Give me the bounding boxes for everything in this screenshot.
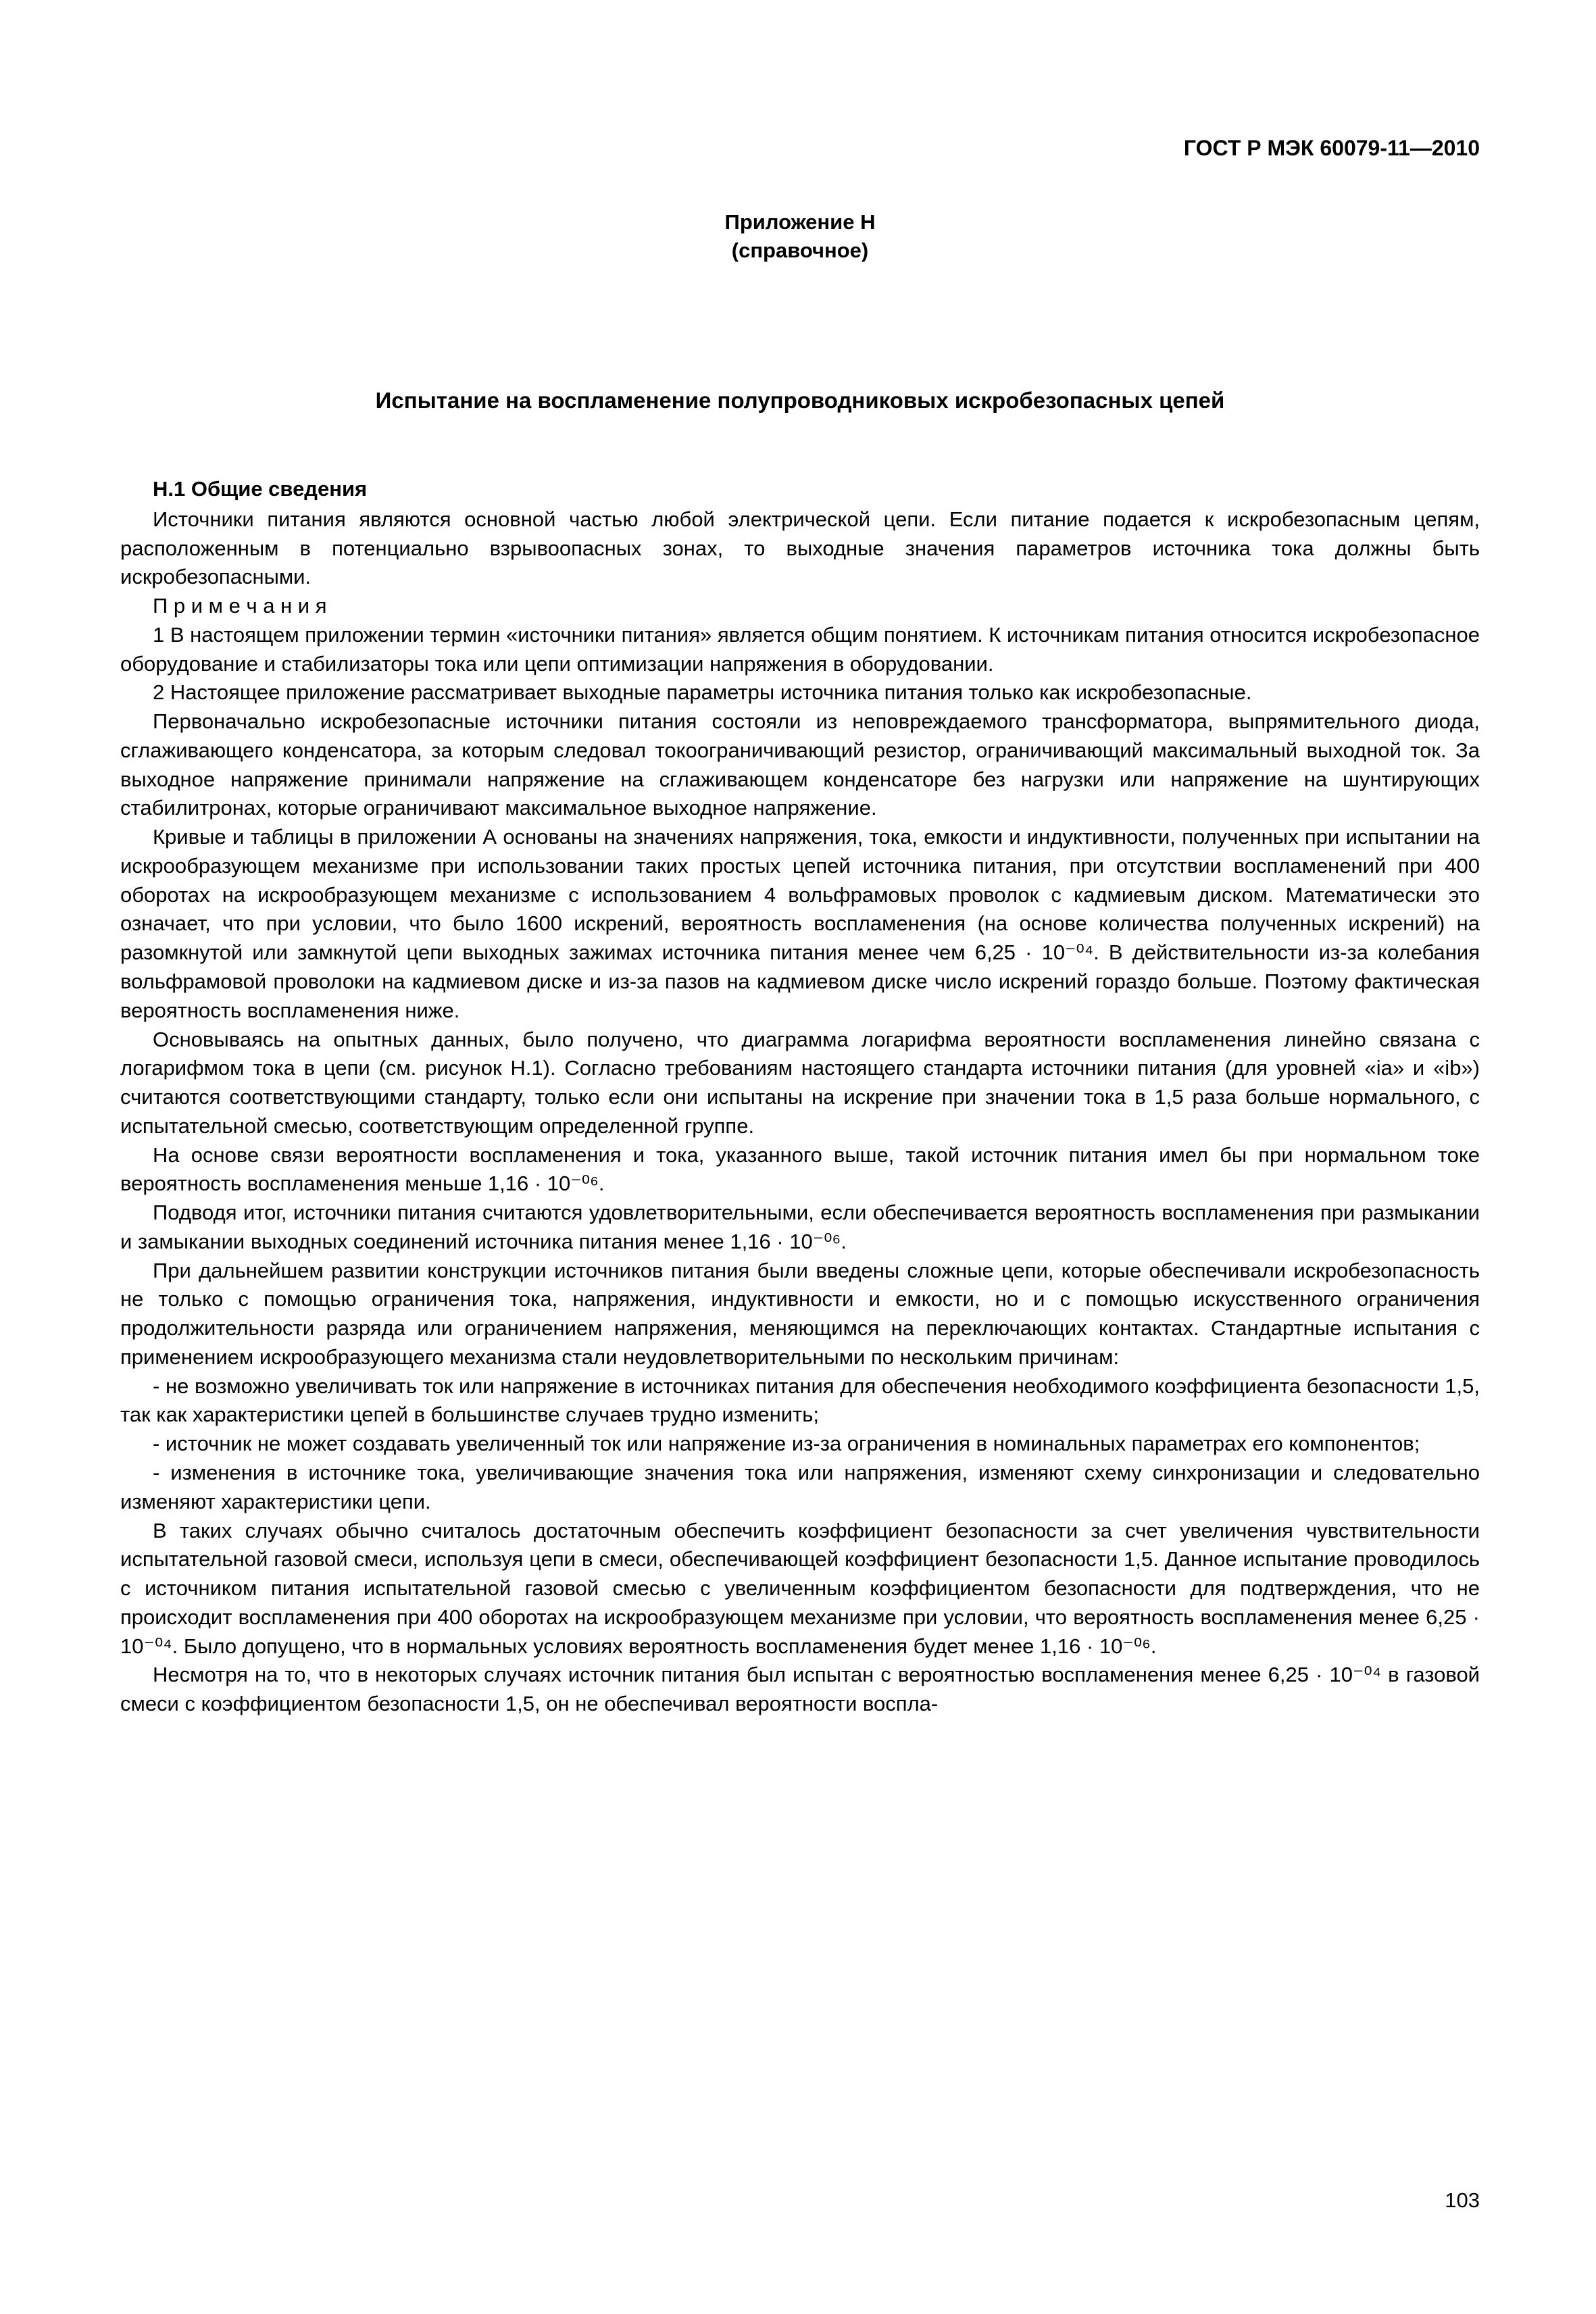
paragraph: Подводя итог, источники питания считаются удовлетворительными, если обеспечивается вероятность воспламенения при размыкании и замыкании выходных соединений источника питания менее 1,16 · 10⁻⁰⁶. [120, 1201, 1480, 1253]
paragraph: 2 Настоящее приложение рассматривает выходные параметры источника питания только как искробезопасные. [153, 680, 1252, 705]
paragraph: - изменения в источнике тока, увеличивающие значения тока или напряжения, изменяют схему синхронизации и следовательно изменяют характеристики цепи. [120, 1461, 1480, 1513]
section-heading: Н.1 Общие сведения [153, 476, 368, 501]
page-number: 103 [1445, 2188, 1480, 2212]
document-body [120, 505, 1480, 1719]
paragraph: При дальнейшем развитии конструкции источников питания были введены сложные цепи, которые обеспечивали искробезопасность не только с помощью ограничения тока, напряжения, индуктивности и емкости, но и с помощью искусственного ограничения продолжительности разряда или ограничением напряжения, меняющимся на переключающих контактах. Стандартные испытания с применением искрообразующего механизма стали неудовлетворительными по нескольким причинам: [120, 1258, 1480, 1369]
paragraph: Кривые и таблицы в приложении А основаны на значениях напряжения, тока, емкости и индуктивности, полученных при испытании на искрообразующем механизме при использовании таких простых цепей источника питания, при отсутствии воспламенений при 400 оборотах на искрообразующем механизме с использованием 4 вольфрамовых проволок с кадмиевым диском. Математически это означает, что при условии, что было 1600 искрений, вероятность воспламенения (на основе количества полученных искрений) на разомкнутой или замкнутой цепи выходных зажимах источника питания менее чем 6,25 · 10⁻⁰⁴. В действительности из-за колебания вольфрамовой проволоки на кадмиевом диске и из-за пазов на кадмиевом диске число искрений гораздо больше. Поэтому фактическая вероятность воспламенения ниже. [120, 825, 1480, 1022]
appendix-kind: (справочное) [731, 238, 869, 263]
paragraph: 1 В настоящем приложении термин «источники питания» является общим понятием. К источникам питания относится искробезопасное оборудование и стабилизаторы тока или цепи оптимизации напряжения в оборудовании. [120, 622, 1480, 676]
paragraph: - не возможно увеличивать ток или напряжение в источниках питания для обеспечения необходимого коэффициента безопасности 1,5, так как характеристики цепей в большинстве случаев трудно изменить; [120, 1374, 1480, 1427]
appendix-heading [120, 208, 1480, 265]
paragraph: - источник не может создавать увеличенный ток или напряжение из-за ограничения в номинальных параметрах его компонентов; [153, 1432, 1420, 1456]
appendix-label: Приложение Н [724, 210, 876, 234]
paragraph: На основе связи вероятности воспламенения и тока, указанного выше, такой источник питания имел бы при нормальном токе вероятность воспламенения меньше 1,16 · 10⁻⁰⁶. [120, 1142, 1480, 1196]
paragraph: Несмотря на то, что в некоторых случаях источник питания был испытан с вероятностью воспламенения менее 6,25 · 10⁻⁰⁴ в газовой смеси с коэффициентом безопасности 1,5, он не обеспечивал вероятности воспла- [120, 1663, 1480, 1716]
document-content [120, 135, 1480, 1719]
paragraph: Источники питания являются основной частью любой электрической цепи. Если питание подается к искробезопасным цепям, расположенным в потенциально взрывоопасных зонах, то выходные значения параметров источника тока должны быть искробезопасными. [120, 507, 1480, 589]
document-title: Испытание на воспламенение полупроводниковых искробезопасных цепей [375, 388, 1225, 413]
paragraph: П р и м е ч а н и я [153, 594, 327, 618]
document-code: ГОСТ Р МЭК 60079-11—2010 [1183, 136, 1480, 160]
paragraph: В таких случаях обычно считалось достаточным обеспечить коэффициент безопасности за счет увеличения чувствительности испытательной газовой смеси, используя цепи в смеси, обеспечивающей коэффициент безопасности 1,5. Данное испытание проводилось с источником питания испытательной газовой смесью с увеличенным коэффициентом безопасности для подтверждения, что не происходит воспламенения при 400 оборотах на искрообразующем механизме при условии, что вероятность воспламенения менее 6,25 · 10⁻⁰⁴. Было допущено, что в нормальных условиях вероятность воспламенения будет менее 1,16 · 10⁻⁰⁶. [120, 1518, 1480, 1658]
paragraph: Первоначально искробезопасные источники питания состояли из неповреждаемого трансформатора, выпрямительного диода, сглаживающего конденсатора, за которым следовал токоограничивающий резистор, ограничивающий максимальный выходной ток. За выходное напряжение принимали напряжение на сглаживающем конденсаторе без нагрузки или напряжение на шунтирующих стабилитронах, которые ограничивают максимальное выходное напряжение. [120, 709, 1480, 820]
paragraph: Основываясь на опытных данных, было получено, что диаграмма логарифма вероятности воспламенения линейно связана с логарифмом тока в цепи (см. рисунок Н.1). Согласно требованиям настоящего стандарта источники питания (для уровней «ia» и «ib») считаются соответствующими стандарту, только если они испытаны на искрение при значении тока в 1,5 раза больше нормального, с испытательной смесью, соответствующим определенной группе. [120, 1027, 1480, 1138]
